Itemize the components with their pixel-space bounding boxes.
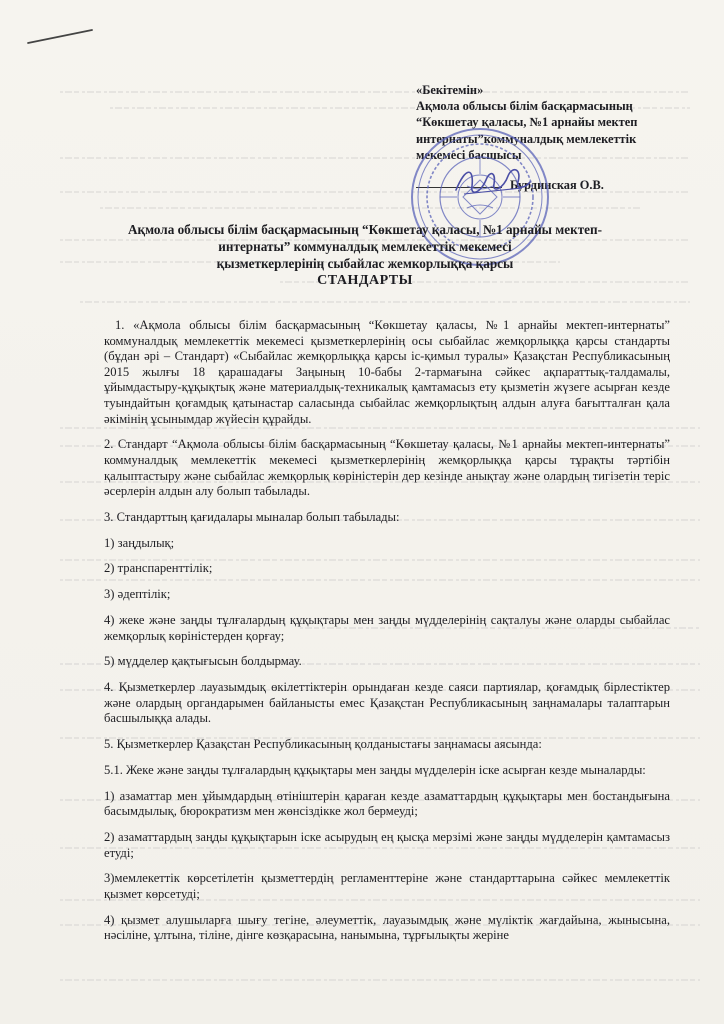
list-item: 3)мемлекеттік көрсетілетін қызметтердің регламенттеріне және стандарттарына сәйкес мемлекеттік қызмет көрсетуді; (104, 871, 670, 902)
approval-line: «Бекітемін» (416, 83, 484, 97)
list-item: 1) заңдылық; (104, 535, 175, 550)
list-item: 5) мүдделер қақтығысын болдырмау. (104, 654, 302, 669)
paragraph: 3. Стандарттың қағидалары мыналар болып табылады: (104, 509, 400, 524)
document-body (104, 318, 670, 954)
approval-line: Ақмола облысы білім басқармасының (416, 99, 633, 114)
paragraph: 4. Қызметкерлер лауазымдық өкілеттіктерін орындаған кезде саяси партиялар, қоғамдық бірлестіктер және олардың органдарымен байланысты емес Қазақстан Республикасының заңнамалары талаптарын басшылыққа алады. (104, 680, 670, 726)
list-item: 4) жеке және заңды тұлғалардың құқықтары мен заңды мүдделерінің сақталуы және оларды сыбайлас жемқорлық көріністерден қорғау; (104, 613, 670, 643)
title-heading: СТАНДАРТЫ (317, 273, 413, 288)
approval-line: интернаты”коммуналдық мемлекеттік (416, 131, 637, 146)
director-name: Бурдинская О.В. (510, 178, 604, 192)
list-item: 2) азаматтардың заңды құқықтарын іске асырудың ең қысқа мерзімі және заңды мүдделерін қамтамасыз етуді; (104, 830, 670, 860)
list-item: 1) азаматтар мен ұйымдардың өтініштерін қараған кезде азаматтардың құқықтары мен бостандығына басымдылық, бюрократизм мен жөнсіздікке жол бермеуді; (104, 788, 670, 819)
title-line: интернаты” коммуналдық мемлекеттік мекемесі (218, 239, 512, 254)
list-item: 2) транспаренттілік; (104, 561, 213, 576)
approval-line: мекемесі басшысы (416, 147, 522, 162)
paragraph: 2. Стандарт “Ақмола облысы білім басқармасының “Көкшетау қаласы, №1 арнайы мектеп-интернаты” коммуналдық мемлекеттік мекемесі қызметкерлерінің жемқорлыққа қарсы тұрақты тәртібін қалыптастыру және сыбайлас жемқорлық көріністерін дер кезінде анықтау және олардың тигізетін теріс әсерлерін алдын алу болып табылады. (104, 437, 670, 499)
paragraph: 5. Қызметкерлер Қазақстан Республикасының қолданыстағы заңнамасы аясында: (104, 737, 542, 752)
title-line: Ақмола облысы білім басқармасының “Көкшетау қаласы, №1 арнайы мектеп- (127, 222, 603, 237)
paragraph: 1. «Ақмола облысы білім басқармасының “Көкшетау қаласы, №1 арнайы мектеп-интернаты” коммуналдық мемлекеттік мекемесі қызметкерлерінің осы сыбайлас жемқорлыққа қарсы стандарты (бұдан әрі – Стандарт) «Сыбайлас жемқорлыққа қарсы іс-қимыл туралы» Қазақстан Республикасының 2015 жылғы 18 қарашадағы Заңының 10-бабы 2-тармағына сәйкес ақпараттық-талдамалы, ұйымдастыру-құқықтық және материалдық-техникалық қамтамасыз ету қызметін жүзеге асырған кезде туындайтын қоғамдық қатынастар саласында сыбайлас жемқорлықтың алдын алуға бағытталған қала әкімінің ұсынымдар жүйесін құрайды. (104, 318, 670, 426)
handwritten-signature (452, 158, 532, 202)
approval-line: “Көкшетау қаласы, №1 арнайы мектеп (416, 115, 638, 130)
list-item: 3) әдептілік; (104, 587, 171, 602)
document-title (100, 221, 630, 289)
list-item: 4) қызмет алушыларға шығу тегіне, әлеуметтік, лауазымдық және мүліктік жағдайына, жынысына, нәсіліне, ұлтына, тіліне, дінге көзқарасына, нанымына, тұрғылықты жеріне (104, 912, 670, 943)
pen-mark (26, 26, 96, 46)
paragraph: 5.1. Жеке және заңды тұлғалардың құқықтары мен заңды мүдделерін іске асырған кезде мыналарды: (104, 762, 646, 777)
title-line: қызметкерлерінің сыбайлас жемкорлыққа қарсы (216, 256, 514, 271)
